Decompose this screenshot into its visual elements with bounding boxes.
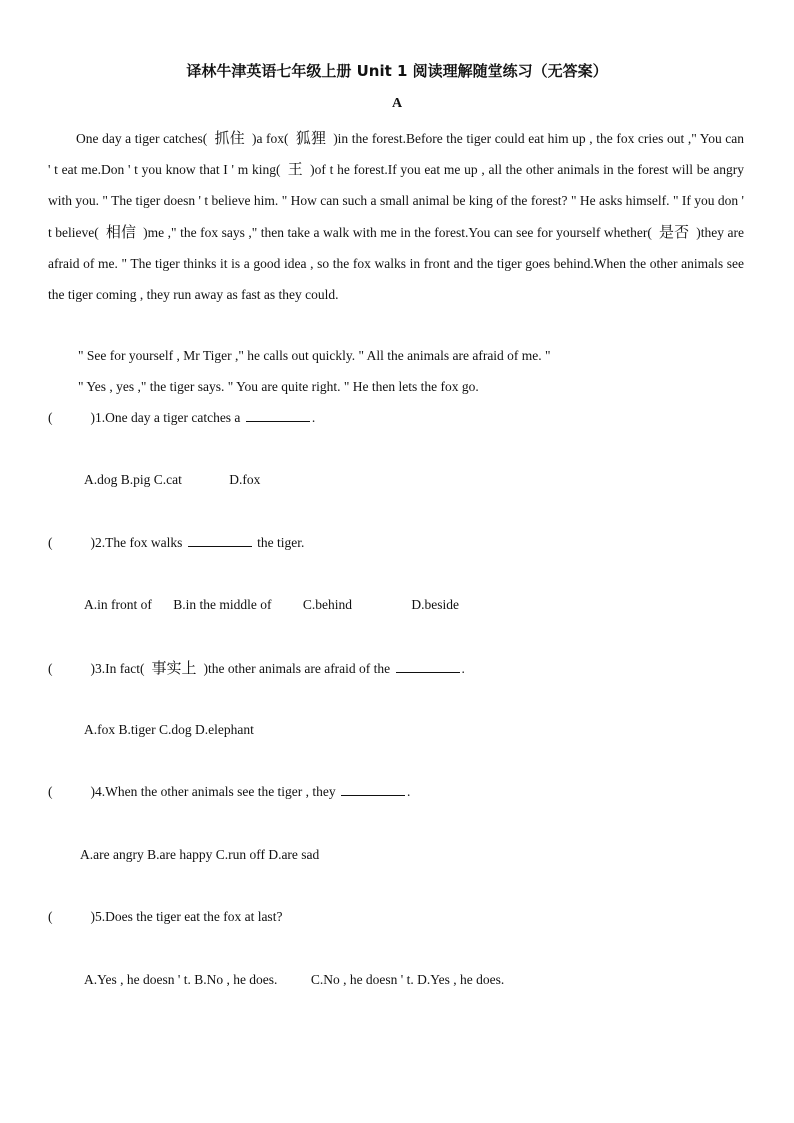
passage-line: [48, 377, 744, 397]
passage-text: )they are afraid of me. " The tiger thinks it is a good idea , so the fox walks in front and the tiger goes behind.When the other animals see the tiger coming , they run away as fast as they could.: [48, 224, 744, 303]
section-heading: A: [391, 96, 403, 111]
answer-paren: ): [90, 909, 95, 924]
passage-text: One day a tiger catches(: [76, 131, 208, 146]
answer-paren: ): [90, 661, 95, 676]
gloss-text: 王: [287, 160, 304, 179]
passage-text: " See for yourself , Mr Tiger ," he calls out quickly. " All the animals are afraid of me. ": [78, 348, 551, 363]
answer-blank[interactable]: [246, 409, 310, 422]
question-stem: the tiger.: [257, 535, 305, 550]
question-stem: .: [311, 410, 316, 425]
option-text: C.No , he doesn ' t. D.Yes , he does.: [310, 972, 505, 987]
answer-paren[interactable]: (: [48, 410, 53, 425]
option-text: A.fox B.tiger C.dog D.elephant: [84, 722, 254, 737]
option-text: A.in front of: [84, 597, 152, 612]
gloss-text: 事实上: [151, 659, 197, 677]
options-3: [84, 720, 254, 740]
question-4: [48, 782, 744, 802]
option-text: D.beside: [411, 597, 459, 612]
passage-text: )in the forest.Before the tiger could eat him up , the fox cries out ," You can ' t eat me.Don ' t you know that I ' m king(: [48, 131, 745, 178]
question-stem: )the other animals are afraid of the: [203, 661, 391, 676]
passage-text: " Yes , yes ," the tiger says. " You are quite right. " He then lets the fox go.: [78, 379, 479, 394]
answer-paren: ): [90, 784, 95, 799]
passage-line: [48, 346, 744, 366]
passage-text: )a fox(: [251, 131, 289, 146]
options-1: [84, 470, 260, 490]
gloss-text: 抓住: [214, 129, 245, 147]
question-stem: 2.The fox walks: [95, 535, 183, 550]
answer-paren[interactable]: (: [48, 661, 53, 676]
question-5: [48, 907, 744, 927]
option-text: A.dog B.pig C.cat: [84, 472, 182, 487]
answer-paren[interactable]: (: [48, 784, 53, 799]
question-stem: 1.One day a tiger catches a: [95, 410, 241, 425]
options-5: [84, 970, 504, 990]
gloss-text: 是否: [658, 222, 690, 241]
question-1: [48, 408, 744, 428]
option-text: B.in the middle of: [173, 597, 272, 612]
options-4: [80, 845, 319, 865]
document-title: 译林牛津英语七年级上册 Unit 1 阅读理解随堂练习（无答案）: [186, 62, 608, 80]
question-2: [48, 533, 744, 553]
answer-paren: ): [90, 410, 95, 425]
answer-blank[interactable]: [341, 783, 405, 796]
answer-blank[interactable]: [188, 534, 252, 547]
option-text: C.behind: [302, 597, 352, 612]
question-3: [48, 658, 744, 679]
reading-passage: [48, 123, 744, 310]
answer-paren: ): [90, 535, 95, 550]
options-2: [84, 595, 459, 615]
gloss-text: 相信: [105, 222, 137, 241]
answer-paren[interactable]: (: [48, 535, 53, 550]
question-stem: 5.Does the tiger eat the fox at last?: [95, 909, 283, 924]
passage-text: )me ," the fox says ," then take a walk with me in the forest.You can see for yourself whether(: [143, 224, 652, 240]
gloss-text: 狐狸: [295, 129, 327, 147]
question-stem: .: [407, 784, 411, 799]
question-stem: 4.When the other animals see the tiger , they: [95, 784, 336, 799]
passage-text: )of t he forest.If you eat me up , all the other animals in the forest will be angry with you. " The tiger doesn ' t believe him. " How can such a small animal be king of the forest? " He asks himself. " If you don ' t believe(: [48, 162, 744, 240]
option-text: D.fox: [229, 472, 261, 487]
question-stem: .: [461, 661, 465, 676]
answer-blank[interactable]: [396, 660, 460, 673]
option-text: A.Yes , he doesn ' t. B.No , he does.: [84, 972, 278, 987]
question-stem: 3.In fact(: [95, 661, 145, 676]
option-text: A.are angry B.are happy C.run off D.are sad: [80, 847, 320, 862]
answer-paren[interactable]: (: [48, 909, 53, 924]
